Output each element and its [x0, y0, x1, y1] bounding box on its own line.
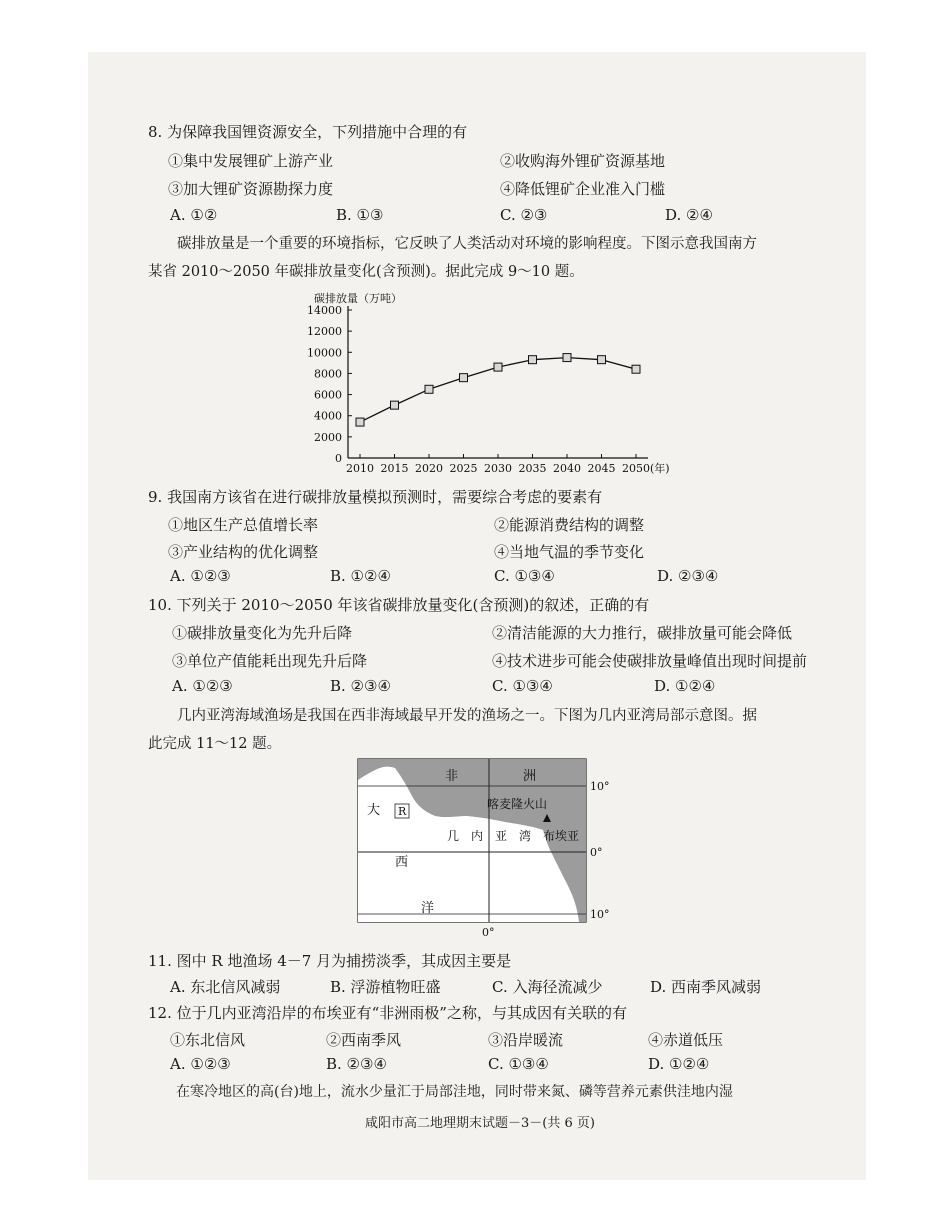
q11-choice-a: A. 东北信风减弱 [170, 978, 281, 996]
q12-choice-b: B. ②③④ [326, 1055, 387, 1073]
q12-choice-c: C. ①③④ [488, 1055, 549, 1073]
x-axis-label: (年) [650, 462, 670, 475]
q10-item-4: ④技术进步可能会使碳排放量峰值出现时间提前 [492, 652, 808, 670]
q8-item-3: ③加大锂矿资源勘探力度 [168, 180, 334, 198]
y-tick-label: 12000 [307, 325, 342, 339]
map-label-fei: 非 [445, 769, 459, 784]
q10-choice-d: D. ①②④ [654, 677, 716, 695]
q9-stem: 9. 我国南方该省在进行碳排放量模拟预测时，需要综合考虑的要素有 [148, 488, 603, 506]
intro-9-10-line-1: 碳排放量是一个重要的环境指标，它反映了人类活动对环境的影响程度。下图示意我国南方 [148, 236, 757, 252]
y-tick-label: 10000 [307, 346, 342, 360]
q11-choice-c: C. 入海径流减少 [492, 978, 603, 996]
q10-stem: 10. 下列关于 2010～2050 年该省碳排放量变化(含预测)的叙述，正确的有 [148, 596, 650, 614]
map-label-da: 大 [367, 803, 381, 818]
carbon-emission-chart [300, 286, 700, 480]
q12-stem: 12. 位于几内亚湾沿岸的布埃亚有“非洲雨极”之称，与其成因有关联的有 [148, 1004, 627, 1022]
y-tick-label: 8000 [314, 367, 342, 381]
intro-11-12 [148, 702, 848, 758]
x-tick-label: 2025 [449, 462, 478, 475]
map-label-r: R [398, 805, 407, 818]
intro-9-10 [148, 230, 848, 286]
q8-choice-c: C. ②③ [500, 206, 548, 224]
chart-ticks [307, 304, 670, 475]
q10-choice-a: A. ①②③ [172, 677, 233, 695]
x-tick-label: 2010 [346, 462, 374, 475]
q9-choice-d: D. ②③④ [657, 567, 719, 585]
q10-choice-c: C. ①③④ [492, 677, 553, 695]
q8-choice-d: D. ②④ [665, 206, 713, 224]
intro-11-12-line-2: 此完成 11～12 题。 [148, 736, 282, 752]
q8-choice-a: A. ①② [170, 206, 218, 224]
q9-choice-b: B. ①②④ [330, 567, 391, 585]
tail-paragraph: 在寒冷地区的高(台)地上，流水少量汇于局部洼地，同时带来氮、磷等营养元素供洼地内湿 [148, 1084, 733, 1100]
data-point-2015 [391, 401, 399, 409]
x-tick-label: 2050 [622, 462, 650, 475]
data-point-2040 [563, 354, 571, 362]
data-point-2010 [356, 418, 364, 426]
q12-choice-a: A. ①②③ [170, 1055, 231, 1073]
q9-item-3: ③产业结构的优化调整 [168, 543, 319, 561]
q10-item-3: ③单位产值能耗出现先升后降 [172, 652, 368, 670]
intro-9-10-line-2: 某省 2010～2050 年碳排放量变化(含预测)。据此完成 9～10 题。 [148, 264, 584, 280]
data-point-2025 [460, 374, 468, 382]
map-lat-s10: 10° [590, 908, 610, 921]
x-tick-label: 2040 [553, 462, 581, 475]
map-label-gulf: 几 内 亚 湾 [447, 829, 532, 843]
x-tick-label: 2035 [518, 462, 547, 475]
intro-11-12-line-1: 几内亚湾海域渔场是我国在西非海域最早开发的渔场之一。下图为几内亚湾局部示意图。据 [148, 708, 757, 724]
q11-choice-d: D. 西南季风减弱 [650, 978, 762, 996]
q12-choice-d: D. ①②④ [648, 1055, 710, 1073]
data-point-2045 [598, 356, 606, 364]
q10-item-1: ①碳排放量变化为先升后降 [172, 624, 353, 642]
q10-item-2: ②清洁能源的大力推行，碳排放量可能会降低 [492, 624, 793, 642]
map-lat-0: 0° [590, 846, 603, 859]
data-point-2020 [425, 385, 433, 393]
map-label-volcano: 喀麦隆火山 [487, 797, 548, 811]
q12-item-4: ④赤道低压 [648, 1031, 724, 1049]
q10-choice-b: B. ②③④ [330, 677, 391, 695]
q12-item-3: ③沿岸暖流 [488, 1031, 564, 1049]
data-point-2050 [632, 365, 640, 373]
page-footer: 咸阳市高二地理期末试题－3－(共 6 页) [365, 1116, 595, 1131]
y-tick-label: 4000 [314, 409, 342, 423]
q8-item-1: ①集中发展锂矿上游产业 [168, 152, 334, 170]
q11-stem: 11. 图中 R 地渔场 4－7 月为捕捞淡季，其成因主要是 [148, 952, 512, 970]
map-label-buaiya: 布埃亚 [543, 829, 580, 843]
y-tick-label: 0 [335, 452, 342, 465]
map-label-xi: 西 [395, 855, 409, 870]
map-label-yang: 洋 [421, 901, 435, 916]
q9-choice-a: A. ①②③ [170, 567, 231, 585]
q12-item-2: ②西南季风 [326, 1031, 402, 1049]
q8-item-4: ④降低锂矿企业准入门槛 [500, 180, 666, 198]
y-tick-label: 2000 [314, 430, 342, 444]
q11-choice-b: B. 浮游植物旺盛 [330, 978, 441, 996]
x-tick-label: 2015 [380, 462, 409, 475]
q9-item-1: ①地区生产总值增长率 [168, 516, 319, 534]
y-tick-label: 6000 [314, 388, 342, 402]
q12-item-1: ①东北信风 [170, 1031, 246, 1049]
chart-series [356, 354, 640, 426]
y-tick-label: 14000 [307, 304, 342, 317]
q8-stem: 8. 为保障我国锂资源安全，下列措施中合理的有 [148, 123, 468, 141]
map-lon-0: 0° [482, 926, 495, 939]
chart-axes [314, 291, 648, 458]
data-point-2035 [529, 356, 537, 364]
q8-choice-b: B. ①③ [336, 206, 384, 224]
gulf-of-guinea-map [355, 756, 625, 940]
q8-item-2: ②收购海外锂矿资源基地 [500, 152, 666, 170]
data-point-2030 [494, 363, 502, 371]
map-label-zhou: 洲 [523, 769, 537, 784]
q9-item-2: ②能源消费结构的调整 [494, 516, 645, 534]
y-axis-label: 碳排放量（万吨） [314, 292, 402, 305]
map-lat-n10: 10° [590, 780, 610, 793]
x-tick-label: 2045 [587, 462, 616, 475]
x-tick-label: 2030 [484, 462, 512, 475]
q9-choice-c: C. ①③④ [494, 567, 555, 585]
q9-item-4: ④当地气温的季节变化 [494, 543, 645, 561]
x-tick-label: 2020 [415, 462, 443, 475]
